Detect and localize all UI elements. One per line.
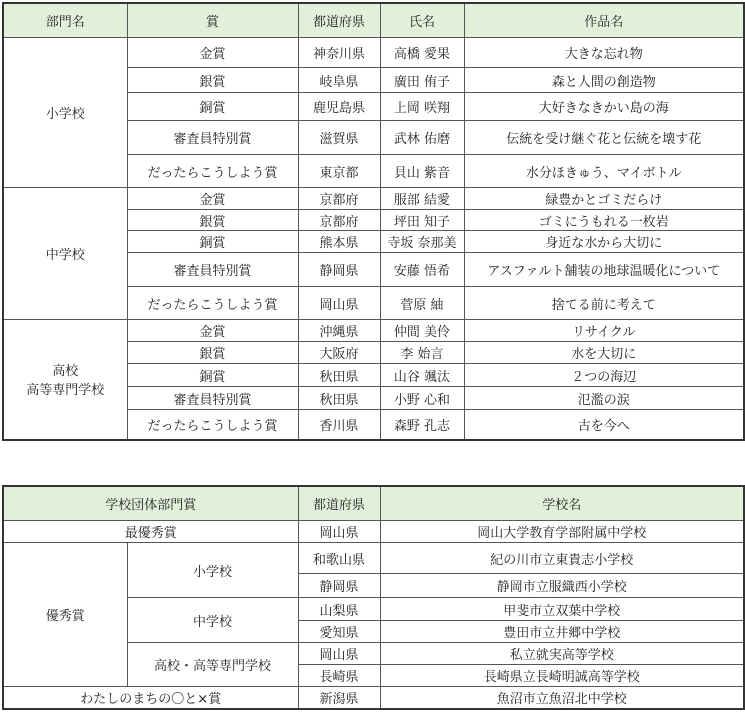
table-header-row [3,486,744,521]
prefecture-cell: 東京都 [298,155,380,188]
prefecture-cell: 和歌山県 [298,543,380,574]
header-school-group-award: 学校団体部門賞 [3,486,298,521]
award-cell: 銅賞 [127,364,298,387]
table-row [3,543,744,574]
header-prefecture: 都道府県 [298,486,380,521]
prefecture-cell: 岡山県 [298,521,380,543]
prefecture-cell: 長崎県 [298,665,380,687]
work-title-cell: ２つの海辺 [464,364,744,387]
header-award: 賞 [127,3,298,38]
prefecture-cell: 鹿児島県 [298,93,380,121]
prefecture-cell: 山梨県 [298,598,380,621]
school-name-cell: 長崎県立長崎明誠高等学校 [380,665,744,687]
division-cell: 中学校 [3,188,127,320]
name-cell: 森野 孔志 [380,410,464,440]
prefecture-cell: 静岡県 [298,253,380,287]
school-name-cell: 魚沼市立魚沼北中学校 [380,687,744,709]
excellence-award-cell: 優秀賞 [3,543,127,687]
division-cell: 小学校 [3,38,127,188]
prefecture-cell: 愛知県 [298,621,380,643]
award-cell: 最優秀賞 [3,521,298,543]
prefecture-cell: 神奈川県 [298,38,380,68]
table-row [3,38,744,68]
table-row [3,687,744,709]
work-title-cell: 古を今へ [464,410,744,440]
work-title-cell: 緑豊かとゴミだらけ [464,188,744,210]
award-cell: だったらこうしよう賞 [127,287,298,320]
school-name-cell: 紀の川市立東貴志小学校 [380,543,744,574]
school-name-cell: 岡山大学教育学部附属中学校 [380,521,744,543]
header-school-name: 学校名 [380,486,744,521]
header-prefecture: 都道府県 [298,3,380,38]
school-group-awards-table [2,485,745,710]
work-title-cell: 水分ほきゅう、マイボトル [464,155,744,188]
prefecture-cell: 岐阜県 [298,68,380,93]
work-title-cell: 森と人間の創造物 [464,68,744,93]
award-cell: だったらこうしよう賞 [127,410,298,440]
table-row [3,320,744,342]
prefecture-cell: 岡山県 [298,643,380,665]
work-title-cell: リサイクル [464,320,744,342]
award-cell: 銀賞 [127,210,298,231]
name-cell: 武林 佑磨 [380,121,464,155]
header-work-title: 作品名 [464,3,744,38]
award-cell: 金賞 [127,320,298,342]
prefecture-cell: 秋田県 [298,364,380,387]
school-level-cell: 中学校 [127,598,298,643]
school-level-cell: 高校・高等専門学校 [127,643,298,687]
award-cell: わたしのまちの〇と×賞 [3,687,298,709]
prefecture-cell: 京都府 [298,210,380,231]
header-name: 氏名 [380,3,464,38]
prefecture-cell: 静岡県 [298,574,380,598]
prefecture-cell: 大阪府 [298,342,380,364]
award-cell: 金賞 [127,38,298,68]
award-cell: 銀賞 [127,342,298,364]
work-title-cell: 大好きなきかい島の海 [464,93,744,121]
table-header-row [3,3,744,38]
name-cell: 貝山 紫音 [380,155,464,188]
work-title-cell: 捨てる前に考えて [464,287,744,320]
award-cell: 審査員特別賞 [127,121,298,155]
award-cell: だったらこうしよう賞 [127,155,298,188]
work-title-cell: 伝統を受け継ぐ花と伝統を壊す花 [464,121,744,155]
table-row [3,188,744,210]
table-row [3,521,744,543]
award-cell: 銅賞 [127,93,298,121]
award-cell: 銀賞 [127,68,298,93]
prefecture-cell: 香川県 [298,410,380,440]
prefecture-cell: 沖縄県 [298,320,380,342]
prefecture-cell: 滋賀県 [298,121,380,155]
name-cell: 安藤 悟希 [380,253,464,287]
name-cell: 坪田 知子 [380,210,464,231]
award-cell: 金賞 [127,188,298,210]
prefecture-cell: 京都府 [298,188,380,210]
school-level-cell: 小学校 [127,543,298,598]
name-cell: 高橋 愛果 [380,38,464,68]
prefecture-cell: 秋田県 [298,387,380,410]
work-title-cell: 氾濫の涙 [464,387,744,410]
school-name-cell: 甲斐市立双葉中学校 [380,598,744,621]
name-cell: 仲間 美伶 [380,320,464,342]
division-cell: 高校 高等専門学校 [3,320,127,440]
header-division: 部門名 [3,3,127,38]
prefecture-cell: 新潟県 [298,687,380,709]
name-cell: 廣田 侑子 [380,68,464,93]
work-title-cell: アスファルト舗装の地球温暖化について [464,253,744,287]
name-cell: 寺坂 奈那美 [380,231,464,253]
prefecture-cell: 岡山県 [298,287,380,320]
award-cell: 審査員特別賞 [127,387,298,410]
prefecture-cell: 熊本県 [298,231,380,253]
school-name-cell: 豊田市立井郷中学校 [380,621,744,643]
name-cell: 服部 結愛 [380,188,464,210]
school-name-cell: 静岡市立服織西小学校 [380,574,744,598]
work-title-cell: ゴミにうもれる一枚岩 [464,210,744,231]
name-cell: 小野 心和 [380,387,464,410]
work-title-cell: 大きな忘れ物 [464,38,744,68]
individual-awards-table [2,2,745,441]
name-cell: 上岡 咲翔 [380,93,464,121]
name-cell: 山谷 颯汰 [380,364,464,387]
award-cell: 審査員特別賞 [127,253,298,287]
school-name-cell: 私立就実高等学校 [380,643,744,665]
award-cell: 銅賞 [127,231,298,253]
name-cell: 菅原 紬 [380,287,464,320]
name-cell: 李 始言 [380,342,464,364]
work-title-cell: 身近な水から大切に [464,231,744,253]
work-title-cell: 水を大切に [464,342,744,364]
